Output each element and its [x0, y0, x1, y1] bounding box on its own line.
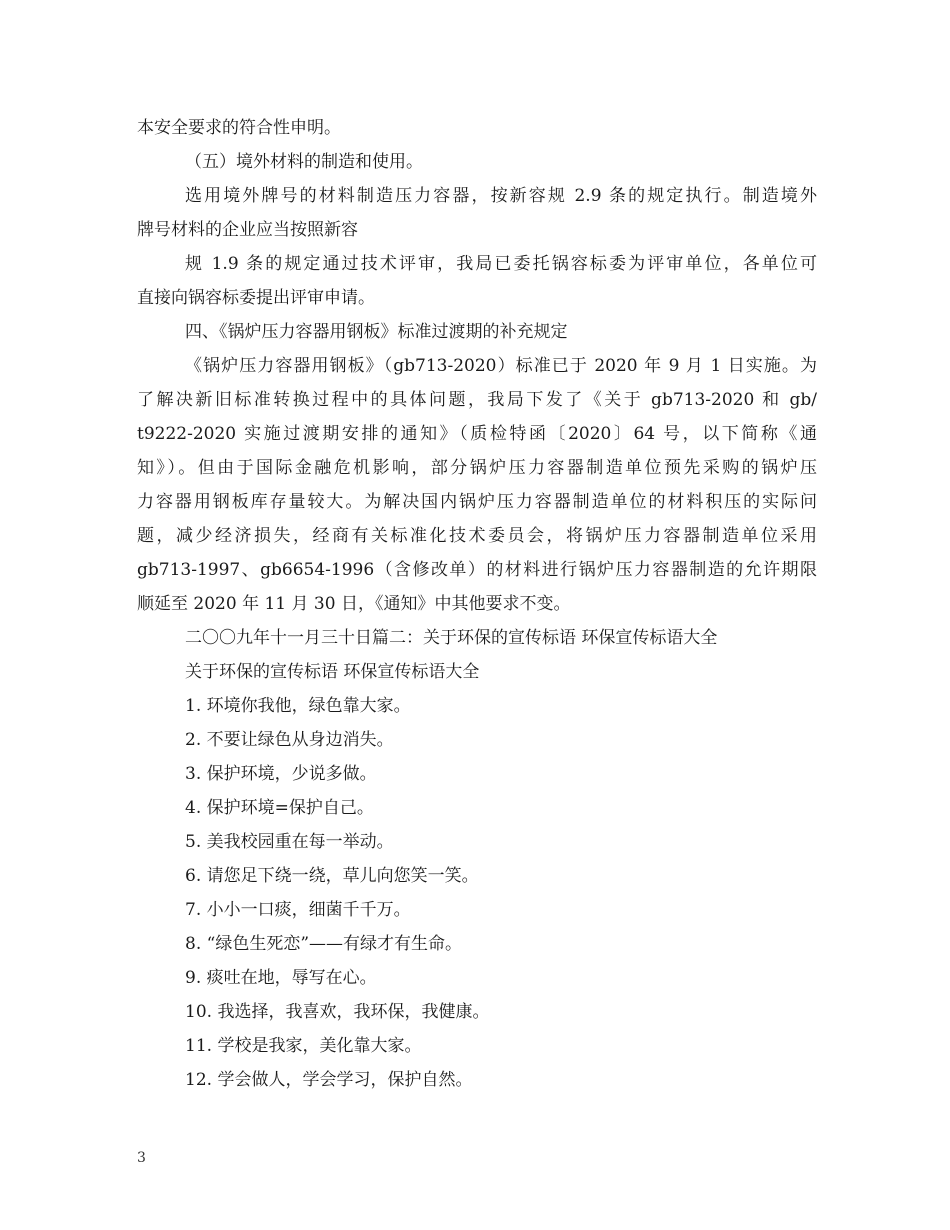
- text-line: 力容器用钢板库存量较大。为解决国内锅炉压力容器制造单位的材料积压的实际问: [137, 492, 817, 512]
- section-heading: 关于环保的宣传标语 环保宣传标语大全: [185, 662, 480, 682]
- list-item: 4. 保护环境=保护自己。: [185, 798, 374, 818]
- list-item: 6. 请您足下绕一绕，草儿向您笑一笑。: [185, 866, 479, 886]
- section-heading: 二〇〇九年十一月三十日篇二：关于环保的宣传标语 环保宣传标语大全: [185, 628, 718, 648]
- list-item: 12. 学会做人，学会学习，保护自然。: [185, 1070, 473, 1090]
- list-item: 9. 痰吐在地，辱写在心。: [185, 968, 377, 988]
- section-heading: 四、《锅炉压力容器用钢板》标准过渡期的补充规定: [185, 322, 568, 342]
- text-line: t9222-2020 实施过渡期安排的通知》（质检特函〔2020〕64 号，以下简称《通: [137, 424, 817, 444]
- text-line: 选用境外牌号的材料制造压力容器，按新容规 2.9 条的规定执行。制造境外: [185, 186, 817, 206]
- page-number: 3: [137, 1150, 146, 1166]
- text-line: 题，减少经济损失，经商有关标准化技术委员会，将锅炉压力容器制造单位采用: [137, 526, 817, 546]
- text-line: 规 1.9 条的规定通过技术评审，我局已委托锅容标委为评审单位，各单位可: [185, 254, 817, 274]
- list-item: 1. 环境你我他，绿色靠大家。: [185, 696, 411, 716]
- text-line: 本安全要求的符合性申明。: [137, 118, 341, 138]
- list-item: 5. 美我校园重在每一举动。: [185, 832, 394, 852]
- text-line: 直接向锅容标委提出评审申请。: [137, 288, 375, 308]
- list-item: 11. 学校是我家，美化靠大家。: [185, 1036, 422, 1056]
- text-line: 了解决新旧标准转换过程中的具体问题，我局下发了《关于 gb713-2020 和 gb/: [137, 390, 817, 410]
- section-heading: （五）境外材料的制造和使用。: [185, 152, 423, 172]
- list-item: 3. 保护环境，少说多做。: [185, 764, 377, 784]
- text-line: gb713-1997、gb6654-1996（含修改单）的材料进行锅炉压力容器制造的允许期限: [137, 560, 817, 580]
- document-body: [137, 111, 817, 1097]
- list-item: 10. 我选择，我喜欢，我环保，我健康。: [185, 1002, 490, 1022]
- list-item: 8. “绿色生死恋”——有绿才有生命。: [185, 934, 463, 954]
- text-line: 顺延至 2020 年 11 月 30 日，《通知》中其他要求不变。: [137, 594, 571, 614]
- text-line: 知》）。但由于国际金融危机影响，部分锅炉压力容器制造单位预先采购的锅炉压: [137, 458, 817, 478]
- list-item: 7. 小小一口痰，细菌千千万。: [185, 900, 411, 920]
- text-line: 《锅炉压力容器用钢板》（gb713-2020）标准已于 2020 年 9 月 1 日实施。为: [185, 356, 817, 376]
- text-line: 牌号材料的企业应当按照新容: [137, 220, 358, 240]
- list-item: 2. 不要让绿色从身边消失。: [185, 730, 394, 750]
